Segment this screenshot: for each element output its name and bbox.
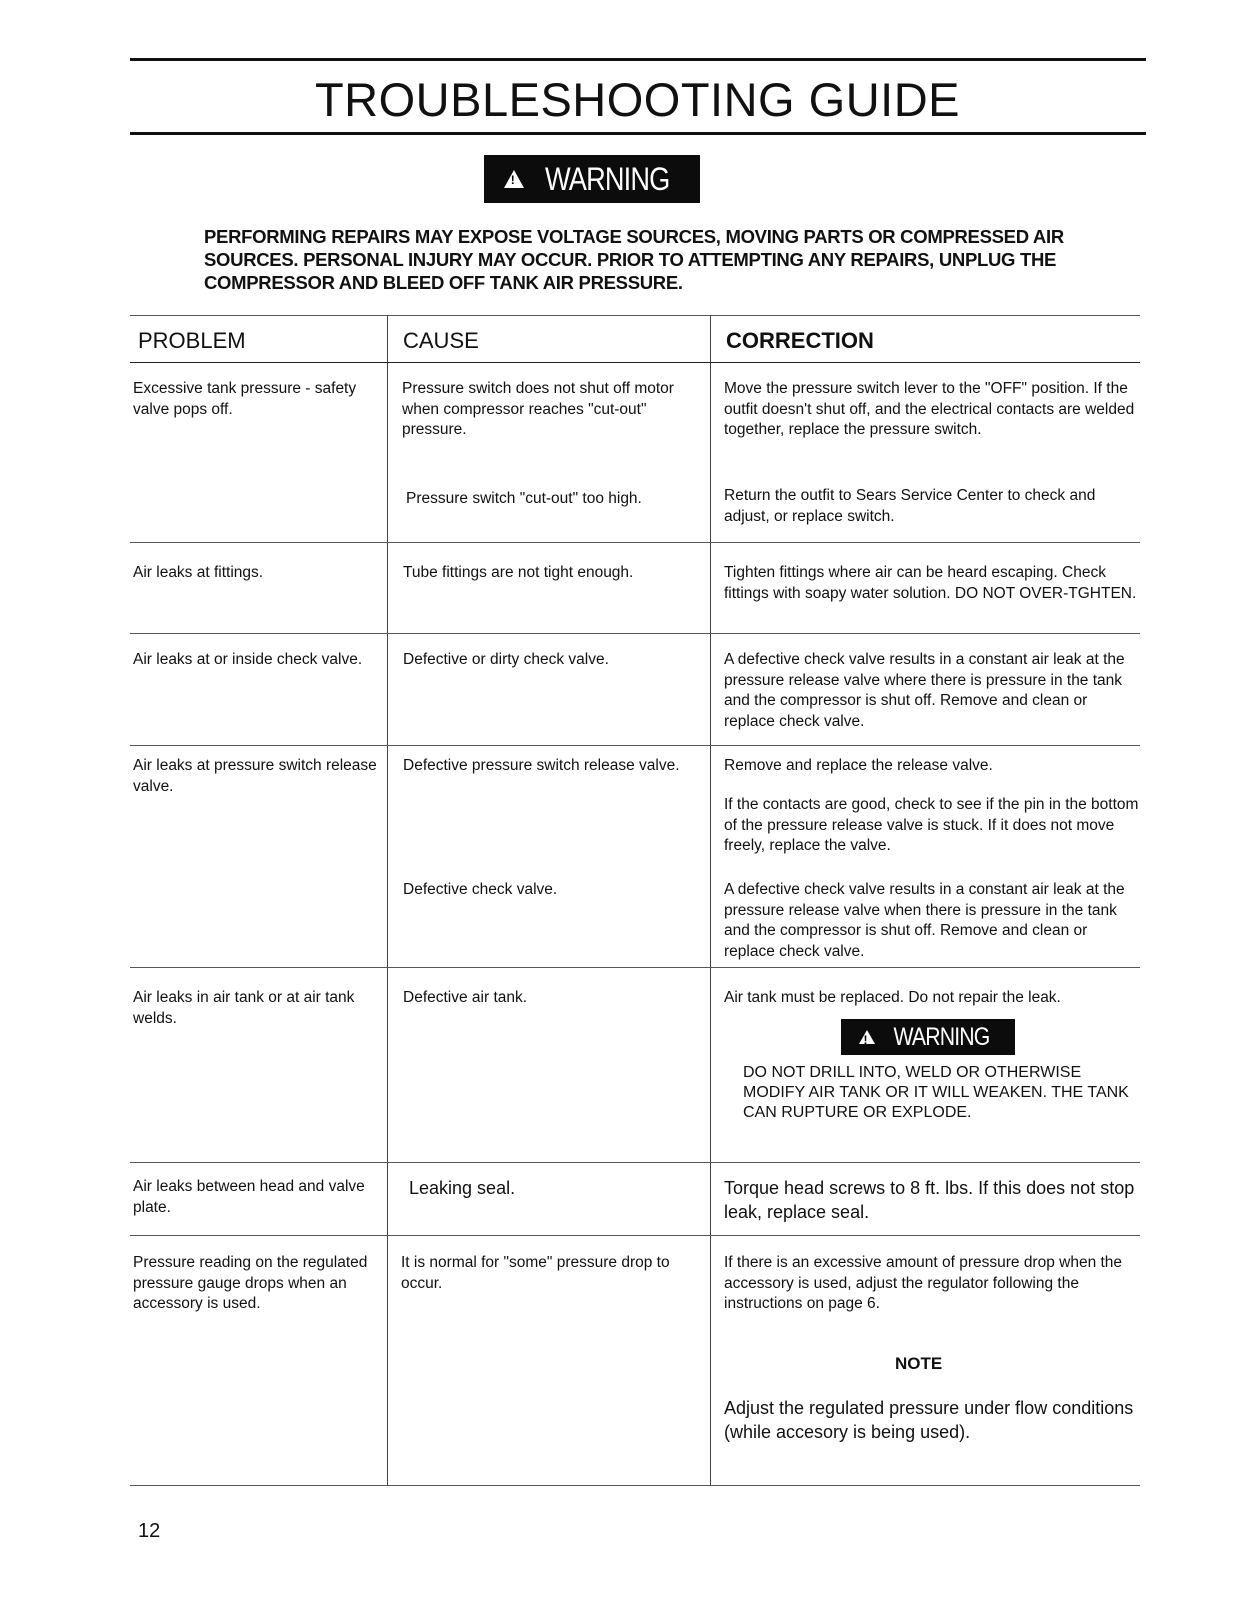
column-divider-2 (710, 315, 711, 1485)
table-bottom-rule (130, 1485, 1140, 1486)
warning-label: WARNING (544, 160, 670, 197)
problem-cell: Air leaks in air tank or at air tank welds. (133, 989, 355, 1027)
row-divider (130, 745, 1140, 746)
correction-cell: Move the pressure switch lever to the "OFF" position. If the outfit doesn't shut off, and the electrical contacts are welded together, replace the pressure switch. (724, 380, 1135, 438)
warning-triangle-icon (504, 170, 524, 188)
row-divider (130, 542, 1140, 543)
problem-cell: Pressure reading on the regulated pressure gauge drops when an accessory is used. (133, 1254, 368, 1312)
note-heading: NOTE (895, 1354, 943, 1373)
cause-cell: Defective check valve. (403, 881, 558, 898)
tank-warning-label: WARNING (893, 1022, 989, 1051)
cause-cell: It is normal for "some" pressure drop to occur. (401, 1254, 670, 1292)
correction-cell: Torque head screws to 8 ft. lbs. If this does not stop leak, replace seal. (724, 1178, 1135, 1222)
correction-cell: If there is an excessive amount of pressure drop when the accessory is used, adjust the regulator following the instructions on page 6. (724, 1254, 1123, 1312)
row-divider (130, 633, 1140, 634)
correction-cell: A defective check valve results in a constant air leak at the pressure release valve when there is pressure in the tank and the compressor is shut off. Remove and clean or replace check valve. (724, 881, 1125, 960)
table-top-rule (130, 315, 1140, 316)
cause-cell: Defective pressure switch release valve. (403, 757, 680, 774)
cause-cell: Defective or dirty check valve. (403, 651, 609, 668)
page-title: TROUBLESHOOTING GUIDE (314, 73, 961, 126)
problem-cell: Air leaks at fittings. (133, 564, 264, 581)
correction-cell: Tighten fittings where air can be heard escaping. Check fittings with soapy water solution. DO NOT OVER-TGHTEN. (724, 564, 1137, 602)
top-rule (130, 58, 1146, 61)
row-divider (130, 1162, 1140, 1163)
warning-banner (484, 155, 700, 203)
header-bottom-rule (130, 362, 1140, 363)
cause-cell: Defective air tank. (403, 989, 528, 1006)
problem-cell: Air leaks at or inside check valve. (133, 651, 363, 668)
header-cause: CAUSE (403, 328, 479, 353)
correction-cell: Remove and replace the release valve. (724, 757, 993, 774)
column-divider-1 (387, 315, 388, 1485)
correction-cell: A defective check valve results in a constant air leak at the pressure release valve where there is pressure in the tank and the compressor is shut off. Remove and clean or replace check valve. (724, 651, 1125, 730)
problem-cell: Excessive tank pressure - safety valve pops off. (133, 380, 357, 418)
warning-triangle-icon (859, 1030, 875, 1044)
problem-cell: Air leaks between head and valve plate. (133, 1178, 365, 1216)
problem-cell: Air leaks at pressure switch release valve. (133, 757, 377, 795)
correction-cell: Air tank must be replaced. Do not repair the leak. (724, 989, 1061, 1006)
cause-cell: Pressure switch "cut-out" too high. (406, 490, 642, 507)
correction-cell: Return the outfit to Sears Service Center to check and adjust, or replace switch. (724, 487, 1096, 525)
correction-cell: If the contacts are good, check to see if the pin in the bottom of the pressure release valve is stuck. If it does not move freely, replace the valve. (724, 796, 1139, 854)
tank-warning-banner (841, 1019, 1015, 1055)
note-text: Adjust the regulated pressure under flow conditions (while accesory is being used). (724, 1398, 1134, 1442)
title-underline (130, 132, 1146, 135)
header-correction: CORRECTION (726, 328, 874, 353)
row-divider (130, 967, 1140, 968)
header-problem: PROBLEM (138, 328, 246, 353)
page-number: 12 (138, 1520, 161, 1542)
cause-cell: Pressure switch does not shut off motor when compressor reaches "cut-out" pressure. (402, 380, 674, 438)
cause-cell: Tube fittings are not tight enough. (403, 564, 634, 581)
cause-cell: Leaking seal. (409, 1178, 516, 1198)
warning-text: PERFORMING REPAIRS MAY EXPOSE VOLTAGE SOURCES, MOVING PARTS OR COMPRESSED AIR SOURCES. PERSONAL INJURY MAY OCCUR. PRIOR TO ATTEMPTING ANY REPAIRS, UNPLUG THE COMPRESSOR AND BLEED OFF TANK AIR PRESSURE. (204, 226, 1064, 293)
row-divider (130, 1235, 1140, 1236)
tank-warning-text: DO NOT DRILL INTO, WELD OR OTHERWISE MODIFY AIR TANK OR IT WILL WEAKEN. THE TANK CAN RUPTURE OR EXPLODE. (743, 1064, 1129, 1121)
